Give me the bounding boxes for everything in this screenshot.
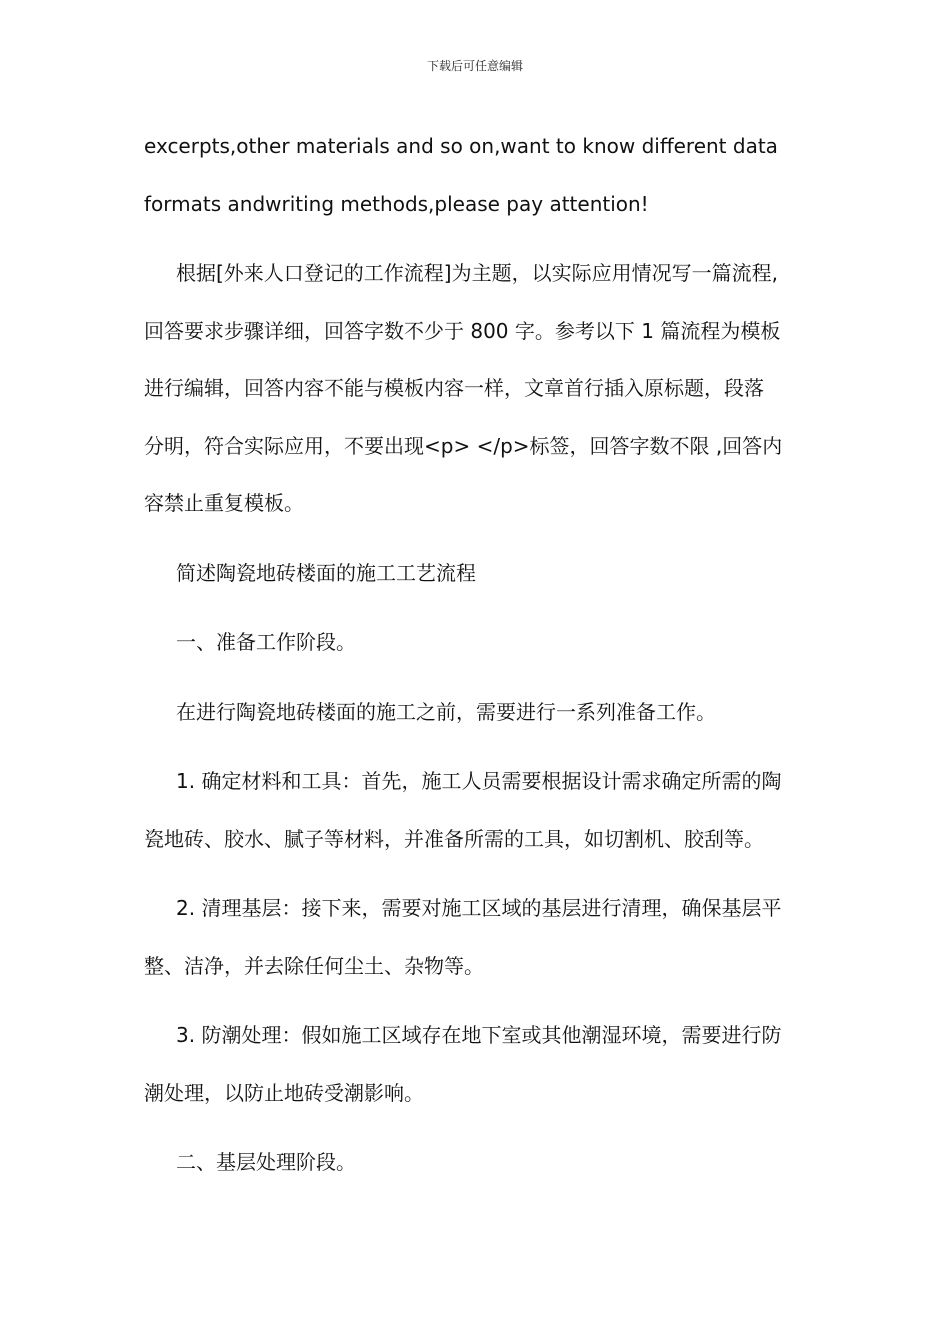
text-line: 根据[外来人口登记的工作流程]为主题，以实际应用情况写一篇流程, <box>176 261 778 285</box>
section-heading: 二、基层处理阶段。 <box>176 1150 356 1174</box>
step-paragraph <box>144 1007 809 1122</box>
text-line: 分明，符合实际应用，不要出现<p> </p>标签，回答字数不限 ,回答内 <box>144 433 783 458</box>
section-heading: 一、准备工作阶段。 <box>176 630 356 654</box>
text-line: 2. 清理基层：接下来，需要对施工区域的基层进行清理，确保基层平 <box>176 896 782 920</box>
document-body <box>144 118 809 1192</box>
instruction-paragraph <box>144 245 809 533</box>
text-line: formats andwriting methods,please pay attention! <box>144 191 649 216</box>
article-title: 简述陶瓷地砖楼面的施工工艺流程 <box>176 560 476 585</box>
step-paragraph <box>144 753 809 868</box>
page-header: 下载后可任意编辑 <box>426 59 523 73</box>
text-line: 回答要求步骤详细，回答字数不少于 800 字。参考以下 1 篇流程为模板 <box>144 318 781 343</box>
text-line: 瓷地砖、胶水、腻子等材料，并准备所需的工具，如切割机、胶刮等。 <box>144 826 764 851</box>
text-line: 潮处理，以防止地砖受潮影响。 <box>144 1080 424 1105</box>
text-line: 整、洁净，并去除任何尘土、杂物等。 <box>144 953 484 978</box>
intro-english-paragraph <box>144 118 809 233</box>
section-intro: 在进行陶瓷地砖楼面的施工之前，需要进行一系列准备工作。 <box>176 699 716 724</box>
text-line: 容禁止重复模板。 <box>144 491 304 515</box>
text-line: 1. 确定材料和工具：首先，施工人员需要根据设计需求确定所需的陶 <box>176 769 782 793</box>
text-line: 进行编辑，回答内容不能与模板内容一样，文章首行插入原标题，段落 <box>144 376 764 400</box>
step-paragraph <box>144 880 809 995</box>
text-line: excerpts,other materials and so on,want to know different data <box>144 134 778 158</box>
text-line: 3. 防潮处理：假如施工区域存在地下室或其他潮湿环境，需要进行防 <box>176 1023 782 1047</box>
